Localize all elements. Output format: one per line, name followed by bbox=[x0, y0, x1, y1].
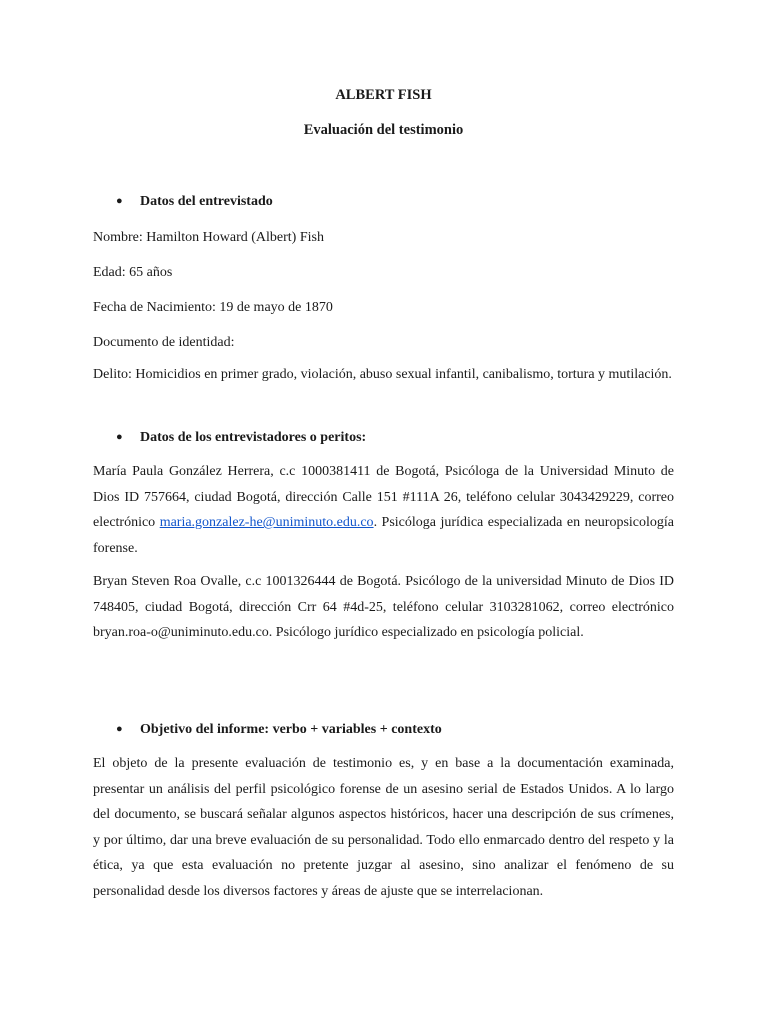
perito-1-email-link[interactable]: maria.gonzalez-he@uniminuto.edu.co bbox=[159, 515, 374, 531]
perito-1-paragraph bbox=[93, 459, 674, 561]
perito-1-text-end: . Psicóloga jurídica especializada en neuropsicología forense. bbox=[93, 515, 674, 556]
objetivo-paragraph: El objeto de la presente evaluación de testimonio es, y en base a la documentación examinada, presentar un análisis del perfil psicológico forense de un asesino serial de Estados Unidos. A lo largo del documento, se buscará señalar algunos aspectos históricos, hacer una descripción de sus crímenes, y por último, dar una breve evaluación de su personalidad. Todo ello enmarcado dentro del respeto y la ética, ya que esta evaluación no pretente juzgar al asesino, sino analizar el fenómeno de su personalidad desde los diversos factores y áreas de ajuste que se interrelacionan. bbox=[93, 756, 674, 899]
field-nombre: Nombre: Hamilton Howard (Albert) Fish bbox=[93, 230, 324, 245]
perito-1-text: María Paula González Herrera, c.c 1000381411 de Bogotá, Psicóloga de la Universidad Minuto de Dios ID 757664, ciudad Bogotá, dirección Calle 151 #111A 26, teléfono celular 3043429229, correo electrónico bbox=[93, 464, 674, 531]
section-heading-label: Datos del entrevistado bbox=[140, 194, 273, 209]
document-subtitle: Evaluación del testimonio bbox=[303, 122, 464, 138]
bullet-icon: ● bbox=[116, 431, 123, 443]
document-title: ALBERT FISH bbox=[335, 87, 432, 103]
perito-2-paragraph: Bryan Steven Roa Ovalle, c.c 1001326444 de Bogotá. Psicólogo de la universidad Minuto de Dios ID 748405, ciudad Bogotá, dirección Crr 64 #4d-25, teléfono celular 3103281062, correo electrónico bryan.roa-o@uniminuto.edu.co. Psicólogo jurídico especializado en psicología policial. bbox=[93, 574, 674, 641]
bullet-icon: ● bbox=[116, 195, 123, 207]
section-heading-label: Objetivo del informe: verbo + variables + contexto bbox=[140, 722, 442, 737]
field-delito: Delito: Homicidios en primer grado, violación, abuso sexual infantil, canibalismo, tortura y mutilación. bbox=[93, 367, 672, 382]
field-fecha-nacimiento: Fecha de Nacimiento: 19 de mayo de 1870 bbox=[93, 300, 333, 315]
field-documento: Documento de identidad: bbox=[93, 335, 235, 350]
field-edad: Edad: 65 años bbox=[93, 265, 173, 280]
section-heading-label: Datos de los entrevistadores o peritos: bbox=[140, 430, 367, 445]
bullet-icon: ● bbox=[116, 723, 123, 735]
